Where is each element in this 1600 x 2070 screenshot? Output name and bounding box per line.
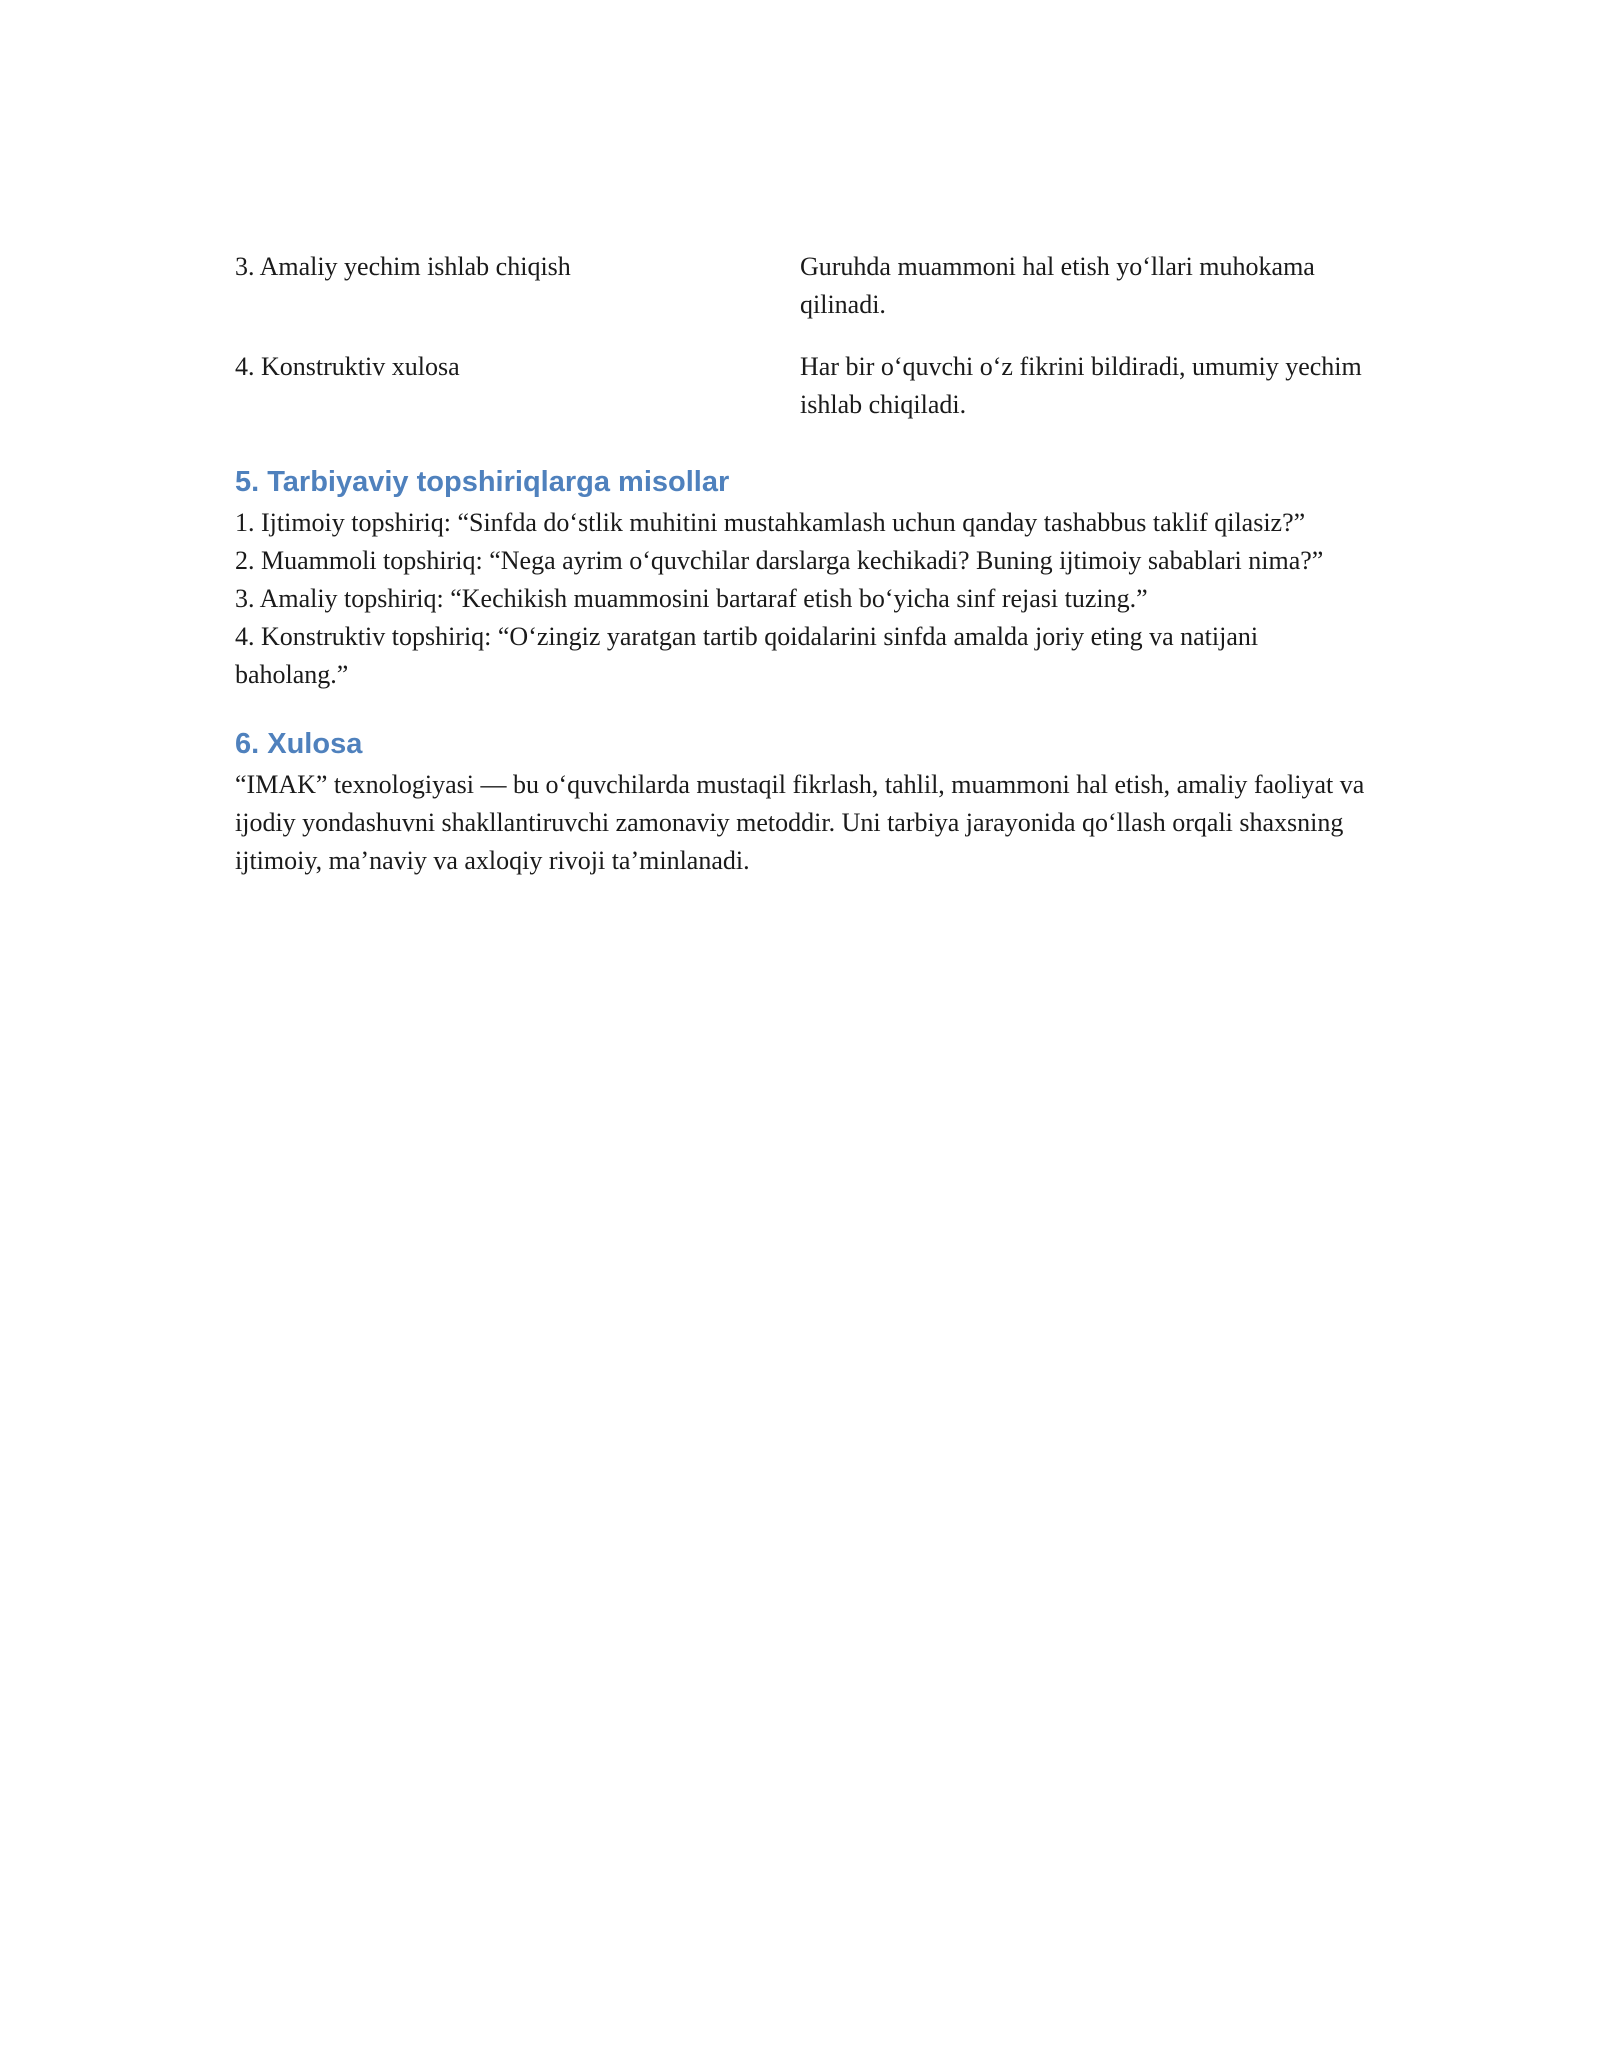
section-5-heading: 5. Tarbiyaviy topshiriqlarga misollar	[235, 466, 730, 498]
table-cell-step: 4. Konstruktiv xulosa	[235, 352, 460, 381]
section-6-heading: 6. Xulosa	[235, 728, 363, 760]
list-item: 3. Amaliy topshiriq: “Kechikish muammosini bartaraf etish bo‘yicha sinf rejasi tuzing.”	[235, 584, 1148, 613]
table-row	[235, 348, 1365, 424]
steps-table	[235, 248, 1365, 424]
section-5-list	[235, 504, 1365, 694]
table-cell-description: Guruhda muammoni hal etish yo‘llari muhokama qilinadi.	[800, 252, 1315, 319]
table-cell-step: 3. Amaliy yechim ishlab chiqish	[235, 252, 571, 281]
document-page	[235, 248, 1365, 880]
list-item: 4. Konstruktiv topshiriq: “O‘zingiz yaratgan tartib qoidalarini sinfda amalda joriy eting va natijani baholang.”	[235, 622, 1259, 689]
list-item: 1. Ijtimoiy topshiriq: “Sinfda do‘stlik muhitini mustahkamlash uchun qanday tashabbus taklif qilasiz?”	[235, 508, 1306, 537]
table-cell-description: Har bir o‘quvchi o‘z fikrini bildiradi, umumiy yechim ishlab chiqiladi.	[800, 352, 1362, 419]
conclusion-paragraph: “IMAK” texnologiyasi — bu o‘quvchilarda mustaqil fikrlash, tahlil, muammoni hal etish, amaliy faoliyat va ijodiy yondashuvni shakllantiruvchi zamonaviy metoddir. Uni tarbiya jarayonida qo‘llash orqali shaxsning ijtimoiy, ma’naviy va axloqiy rivoji ta’minlanadi.	[235, 770, 1365, 875]
list-item: 2. Muammoli topshiriq: “Nega ayrim o‘quvchilar darslarga kechikadi? Buning ijtimoiy sabablari nima?”	[235, 546, 1324, 575]
table-row	[235, 248, 1365, 324]
